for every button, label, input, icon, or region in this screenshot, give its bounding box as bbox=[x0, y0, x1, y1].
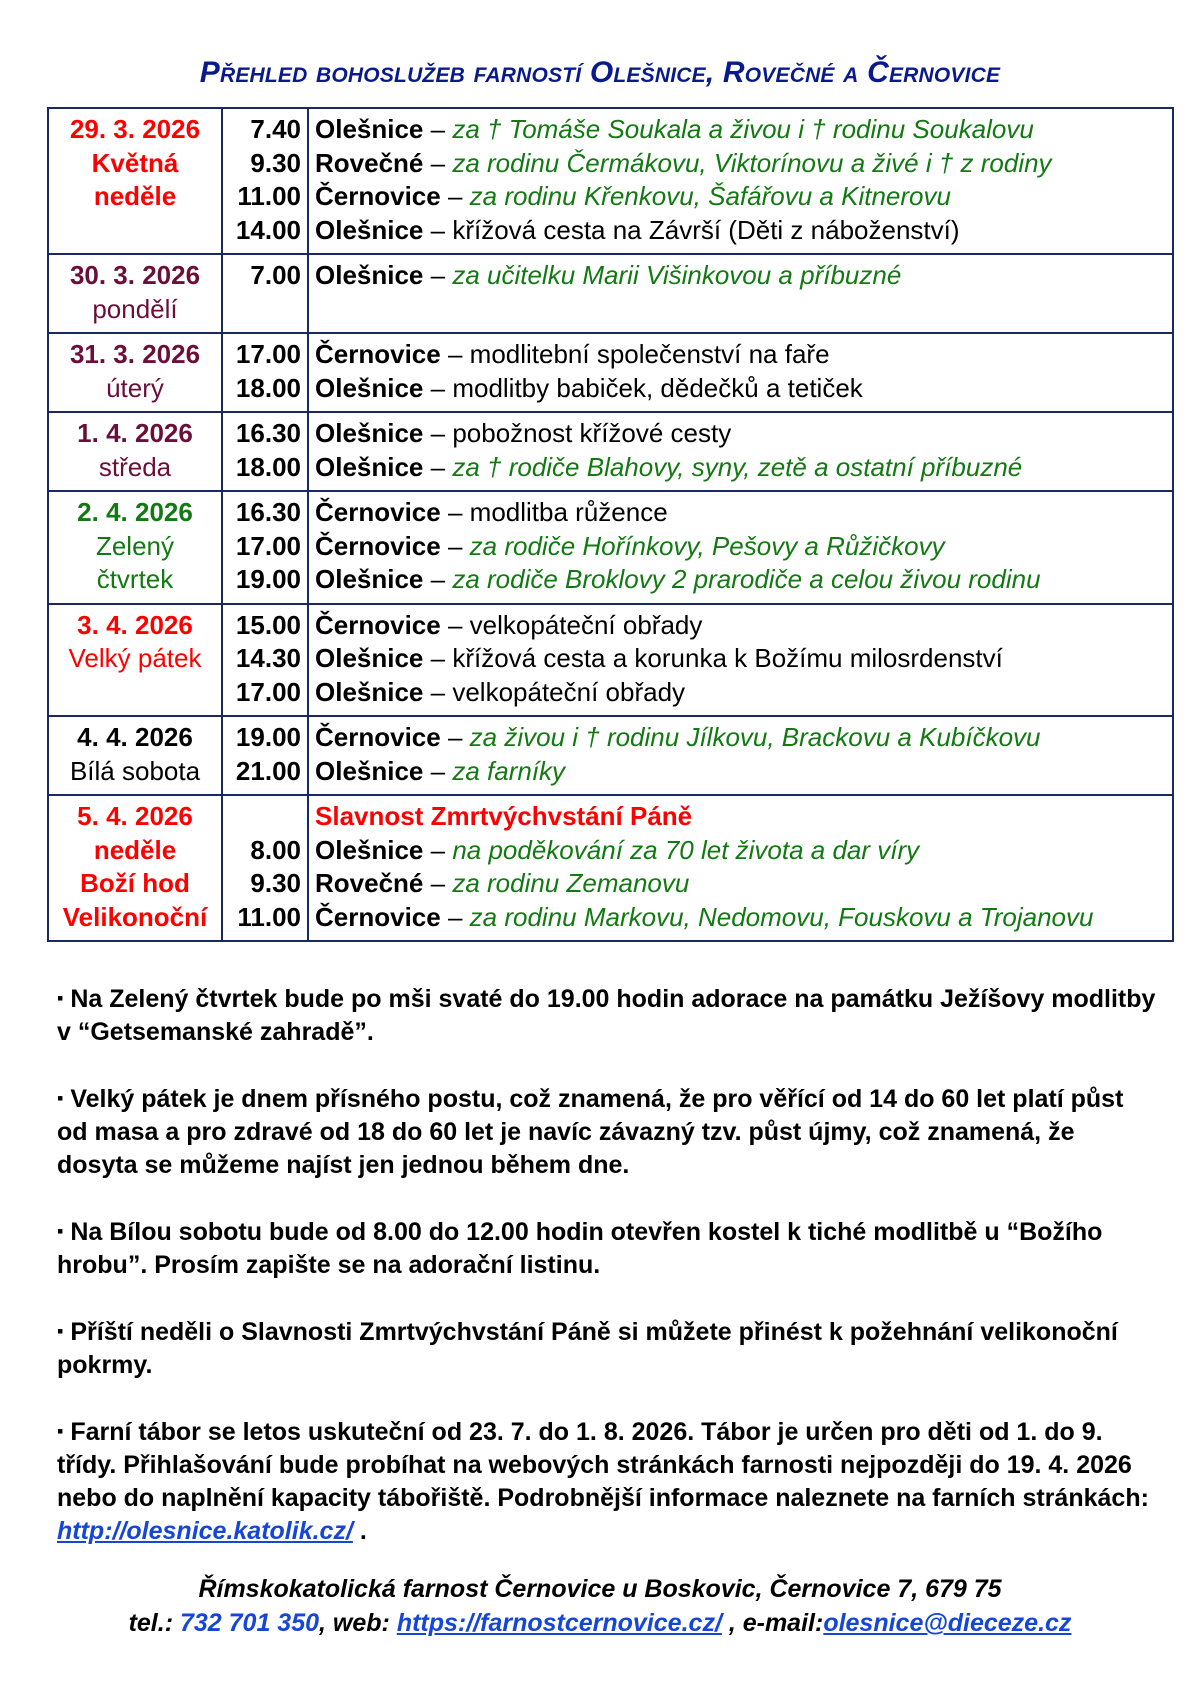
date-cell bbox=[48, 491, 222, 604]
time-cell bbox=[222, 333, 308, 412]
schedule-row bbox=[48, 333, 1173, 412]
service-time: 14.00 bbox=[235, 214, 301, 245]
bullet-icon: ▪ bbox=[57, 1221, 64, 1241]
dash-separator: – bbox=[423, 643, 453, 673]
bullet-icon: ▪ bbox=[57, 1088, 64, 1108]
announcement-text: Farní tábor se letos uskuteční od 23. 7. do 1. 8. 2026. Tábor je určen pro děti od 1. do 9. třídy. Přihlašování bude probíhat na webových stránkách farnosti nejpozději do 19. 4. 2026 nebo do naplnění kapacity tábořiště. Podrobnější informace naleznete na farních stránkách: bbox=[57, 1418, 1149, 1512]
service-entry bbox=[315, 642, 1166, 676]
announcement-item bbox=[57, 1215, 1157, 1282]
web-label: , web: bbox=[319, 1609, 397, 1637]
service-entry bbox=[315, 259, 1166, 293]
page-title: Přehled bohoslužeb farností Olešnice, Rovečné a Černovice bbox=[199, 56, 1001, 89]
dash-separator: – bbox=[423, 372, 453, 403]
service-entry bbox=[315, 417, 1166, 451]
service-time: 21.00 bbox=[235, 755, 301, 786]
service-entry bbox=[315, 113, 1166, 147]
service-entry bbox=[315, 338, 1166, 372]
parish-address: Římskokatolická farnost Černovice u Boskovic, Černovice 7, 679 75 bbox=[198, 1575, 1002, 1603]
dash-separator: – bbox=[440, 181, 470, 211]
service-time: 19.00 bbox=[235, 564, 301, 594]
date-cell bbox=[48, 254, 222, 333]
schedule-row bbox=[48, 795, 1173, 941]
contact-line bbox=[0, 1606, 1200, 1640]
service-place: Olešnice bbox=[315, 372, 424, 403]
service-place: Olešnice bbox=[315, 834, 424, 865]
date-label: 31. 3. 2026 bbox=[69, 339, 201, 369]
description-cell bbox=[308, 108, 1173, 254]
service-entry bbox=[315, 755, 1166, 789]
service-place: Rovečné bbox=[315, 868, 424, 898]
service-entry bbox=[315, 180, 1166, 214]
service-entry bbox=[315, 676, 1166, 710]
description-cell bbox=[308, 795, 1173, 941]
service-place: Černovice bbox=[315, 181, 441, 211]
day-label: čtvrtek bbox=[96, 564, 174, 594]
date-cell bbox=[48, 333, 222, 412]
service-place: Olešnice bbox=[315, 755, 424, 786]
announcement-text: Na Bílou sobotu bude od 8.00 do 12.00 hodin otevřen kostel k tiché modlitbě u “Božího hrobu”. Prosím zapište se na adorační listinu. bbox=[57, 1218, 1103, 1279]
announcement-text: Na Zelený čtvrtek bude po mši svaté do 19.00 hodin adorace na památku Ježíšovy modlitby v “Getsemanské zahradě”. bbox=[57, 985, 1156, 1046]
dash-separator: – bbox=[440, 609, 470, 640]
service-entry bbox=[315, 834, 1166, 868]
day-label: neděle bbox=[93, 181, 177, 211]
date-label: 1. 4. 2026 bbox=[77, 418, 193, 448]
day-label: Velký pátek bbox=[68, 643, 202, 673]
time-cell bbox=[222, 412, 308, 491]
service-place: Olešnice bbox=[315, 564, 424, 594]
service-time: 8.00 bbox=[250, 834, 301, 865]
service-description: modlitby babiček, dědečků a tetiček bbox=[452, 372, 863, 403]
service-entry bbox=[315, 867, 1166, 901]
time-cell bbox=[222, 795, 308, 941]
service-time: 17.00 bbox=[235, 676, 301, 707]
parish-website-link[interactable]: http://olesnice.katolik.cz/ bbox=[57, 1517, 353, 1545]
service-place: Černovice bbox=[315, 497, 441, 527]
service-description: modlitba růžence bbox=[469, 497, 668, 527]
day-label: pondělí bbox=[92, 293, 178, 324]
service-description: křížová cesta na Závrší (Děti z náboženství) bbox=[452, 214, 960, 245]
mass-intention: za rodinu Křenkovu, Šafářovu a Kitnerovu bbox=[469, 181, 951, 211]
service-place: Olešnice bbox=[315, 214, 424, 245]
day-label: neděle bbox=[93, 834, 177, 865]
mass-intention: za živou i † rodinu Jílkovu, Brackovu a Kubíčkovu bbox=[469, 722, 1041, 752]
mass-intention: za rodiče Hořínkovy, Pešovy a Růžičkovy bbox=[469, 530, 945, 561]
service-place: Černovice bbox=[315, 609, 441, 640]
service-time: 18.00 bbox=[235, 372, 301, 403]
description-cell bbox=[308, 716, 1173, 795]
date-cell bbox=[48, 108, 222, 254]
service-place: Černovice bbox=[315, 530, 441, 561]
dash-separator: – bbox=[423, 114, 453, 144]
mass-intention: za rodinu Markovu, Nedomovu, Fouskovu a Trojanovu bbox=[469, 901, 1094, 932]
dash-separator: – bbox=[440, 901, 470, 932]
service-place: Rovečné bbox=[315, 147, 424, 178]
schedule-row bbox=[48, 716, 1173, 795]
service-place: Olešnice bbox=[315, 418, 424, 448]
feast-heading: Slavnost Zmrtvýchvstání Páně bbox=[315, 801, 693, 831]
dash-separator: – bbox=[423, 868, 453, 898]
service-time: 7.40 bbox=[250, 114, 301, 144]
service-description: křížová cesta a korunka k Božímu milosrdenství bbox=[452, 643, 1003, 673]
schedule-row bbox=[48, 491, 1173, 604]
mass-intention: za † Tomáše Soukala a živou i † rodinu Soukalovu bbox=[452, 114, 1034, 144]
service-time: 17.00 bbox=[235, 530, 301, 561]
description-cell bbox=[308, 412, 1173, 491]
service-place: Černovice bbox=[315, 339, 441, 369]
bullet-icon: ▪ bbox=[57, 1321, 64, 1341]
service-entry bbox=[315, 901, 1166, 935]
schedule-row bbox=[48, 108, 1173, 254]
service-description: modlitební společenství na faře bbox=[469, 339, 830, 369]
time-cell bbox=[222, 108, 308, 254]
mass-intention: za † rodiče Blahovy, syny, zetě a ostatní příbuzné bbox=[452, 451, 1023, 482]
service-time: 15.00 bbox=[235, 609, 301, 640]
service-entry bbox=[315, 372, 1166, 406]
service-place: Olešnice bbox=[315, 114, 424, 144]
time-cell bbox=[222, 716, 308, 795]
footer bbox=[0, 1572, 1200, 1640]
dash-separator: – bbox=[423, 260, 453, 290]
mass-intention: za rodiče Broklovy 2 prarodiče a celou živou rodinu bbox=[452, 564, 1041, 594]
date-cell bbox=[48, 795, 222, 941]
service-place: Černovice bbox=[315, 901, 441, 932]
day-label: středa bbox=[98, 451, 172, 482]
service-time: 19.00 bbox=[235, 722, 301, 752]
announcement-item bbox=[57, 1082, 1157, 1182]
dash-separator: – bbox=[423, 564, 453, 594]
bullet-icon: ▪ bbox=[57, 988, 64, 1008]
service-description: velkopáteční obřady bbox=[469, 609, 703, 640]
mass-intention: za farníky bbox=[452, 755, 566, 786]
tel-label: tel.: bbox=[128, 1609, 180, 1637]
time-cell bbox=[222, 491, 308, 604]
mass-intention: za rodinu Čermákovu, Viktorínovu a živé i † z rodiny bbox=[452, 147, 1052, 178]
date-label: 30. 3. 2026 bbox=[69, 260, 201, 290]
date-cell bbox=[48, 716, 222, 795]
service-time: 9.30 bbox=[250, 147, 301, 178]
dash-separator: – bbox=[440, 497, 470, 527]
mass-intention: za učitelku Marii Višinkovou a příbuzné bbox=[452, 260, 902, 290]
date-label: 29. 3. 2026 bbox=[69, 114, 201, 144]
website-link[interactable]: https://farnostcernovice.cz/ bbox=[396, 1609, 722, 1637]
service-entry bbox=[315, 451, 1166, 485]
dash-separator: – bbox=[423, 834, 453, 865]
dash-separator: – bbox=[423, 418, 453, 448]
mass-intention: na poděkování za 70 let života a dar víry bbox=[452, 834, 920, 865]
announcement-item bbox=[57, 1415, 1157, 1548]
schedule-row bbox=[48, 412, 1173, 491]
service-place: Olešnice bbox=[315, 260, 424, 290]
dash-separator: – bbox=[440, 530, 470, 561]
announcement-item bbox=[57, 1315, 1157, 1382]
dash-separator: – bbox=[423, 755, 453, 786]
phone-number[interactable]: 732 701 350 bbox=[179, 1609, 320, 1637]
day-label: Velikonoční bbox=[62, 901, 208, 932]
schedule-row bbox=[48, 604, 1173, 717]
service-entry bbox=[315, 530, 1166, 564]
service-entry bbox=[315, 721, 1166, 755]
dash-separator: – bbox=[440, 722, 470, 752]
announcement-item bbox=[57, 982, 1157, 1049]
service-time: 14.30 bbox=[235, 643, 301, 673]
email-label: , e-mail: bbox=[721, 1609, 824, 1637]
day-label: úterý bbox=[106, 372, 164, 403]
description-cell bbox=[308, 254, 1173, 333]
service-entry bbox=[315, 147, 1166, 181]
dash-separator: – bbox=[423, 451, 453, 482]
date-label: 2. 4. 2026 bbox=[77, 497, 193, 527]
dash-separator: – bbox=[440, 339, 470, 369]
schedule-row bbox=[48, 254, 1173, 333]
service-time: 18.00 bbox=[235, 451, 301, 482]
service-time: 9.30 bbox=[250, 868, 301, 898]
mass-intention: za rodinu Zemanovu bbox=[452, 868, 690, 898]
announcement-text: Velký pátek je dnem přísného postu, což znamená, že pro věřící od 14 do 60 let platí půst od masa a pro zdravé od 18 do 60 let je navíc závazný tzv. půst újmy, což znamená, že dosyta se můžeme najíst jen jednou během dne. bbox=[57, 1085, 1124, 1179]
dash-separator: – bbox=[423, 147, 453, 178]
service-place: Olešnice bbox=[315, 451, 424, 482]
dash-separator: – bbox=[423, 214, 453, 245]
schedule-table bbox=[47, 107, 1174, 942]
service-time: 7.00 bbox=[250, 260, 301, 290]
service-place: Olešnice bbox=[315, 676, 424, 707]
description-cell bbox=[308, 333, 1173, 412]
time-cell bbox=[222, 254, 308, 333]
service-entry bbox=[315, 496, 1166, 530]
email-link[interactable]: olesnice@dieceze.cz bbox=[823, 1609, 1072, 1637]
service-time: 16.30 bbox=[235, 418, 301, 448]
service-time: 17.00 bbox=[235, 339, 301, 369]
service-place: Olešnice bbox=[315, 643, 424, 673]
service-place: Černovice bbox=[315, 722, 441, 752]
date-label: 5. 4. 2026 bbox=[77, 801, 193, 831]
date-cell bbox=[48, 604, 222, 717]
dash-separator: – bbox=[423, 676, 453, 707]
description-cell bbox=[308, 491, 1173, 604]
day-label: Bílá sobota bbox=[69, 755, 201, 786]
description-cell bbox=[308, 604, 1173, 717]
service-time: 11.00 bbox=[237, 181, 301, 211]
service-entry bbox=[315, 609, 1166, 643]
date-label: 4. 4. 2026 bbox=[77, 722, 193, 752]
announcements bbox=[57, 982, 1157, 1581]
day-label: Květná bbox=[91, 147, 179, 178]
announcement-trailing: . bbox=[352, 1517, 367, 1545]
announcement-text: Příští neděli o Slavnosti Zmrtvýchvstání Páně si můžete přinést k požehnání velikonoční pokrmy. bbox=[57, 1318, 1118, 1379]
bullet-icon: ▪ bbox=[57, 1421, 64, 1441]
date-cell bbox=[48, 412, 222, 491]
day-label: Zelený bbox=[95, 530, 175, 561]
service-entry bbox=[315, 563, 1166, 597]
service-time: 16.30 bbox=[235, 497, 301, 527]
service-entry bbox=[315, 214, 1166, 248]
service-description: pobožnost křížové cesty bbox=[452, 418, 732, 448]
service-time: 11.00 bbox=[237, 901, 301, 932]
day-label: Boží hod bbox=[80, 868, 190, 898]
time-cell bbox=[222, 604, 308, 717]
date-label: 3. 4. 2026 bbox=[77, 609, 193, 640]
service-description: velkopáteční obřady bbox=[452, 676, 686, 707]
